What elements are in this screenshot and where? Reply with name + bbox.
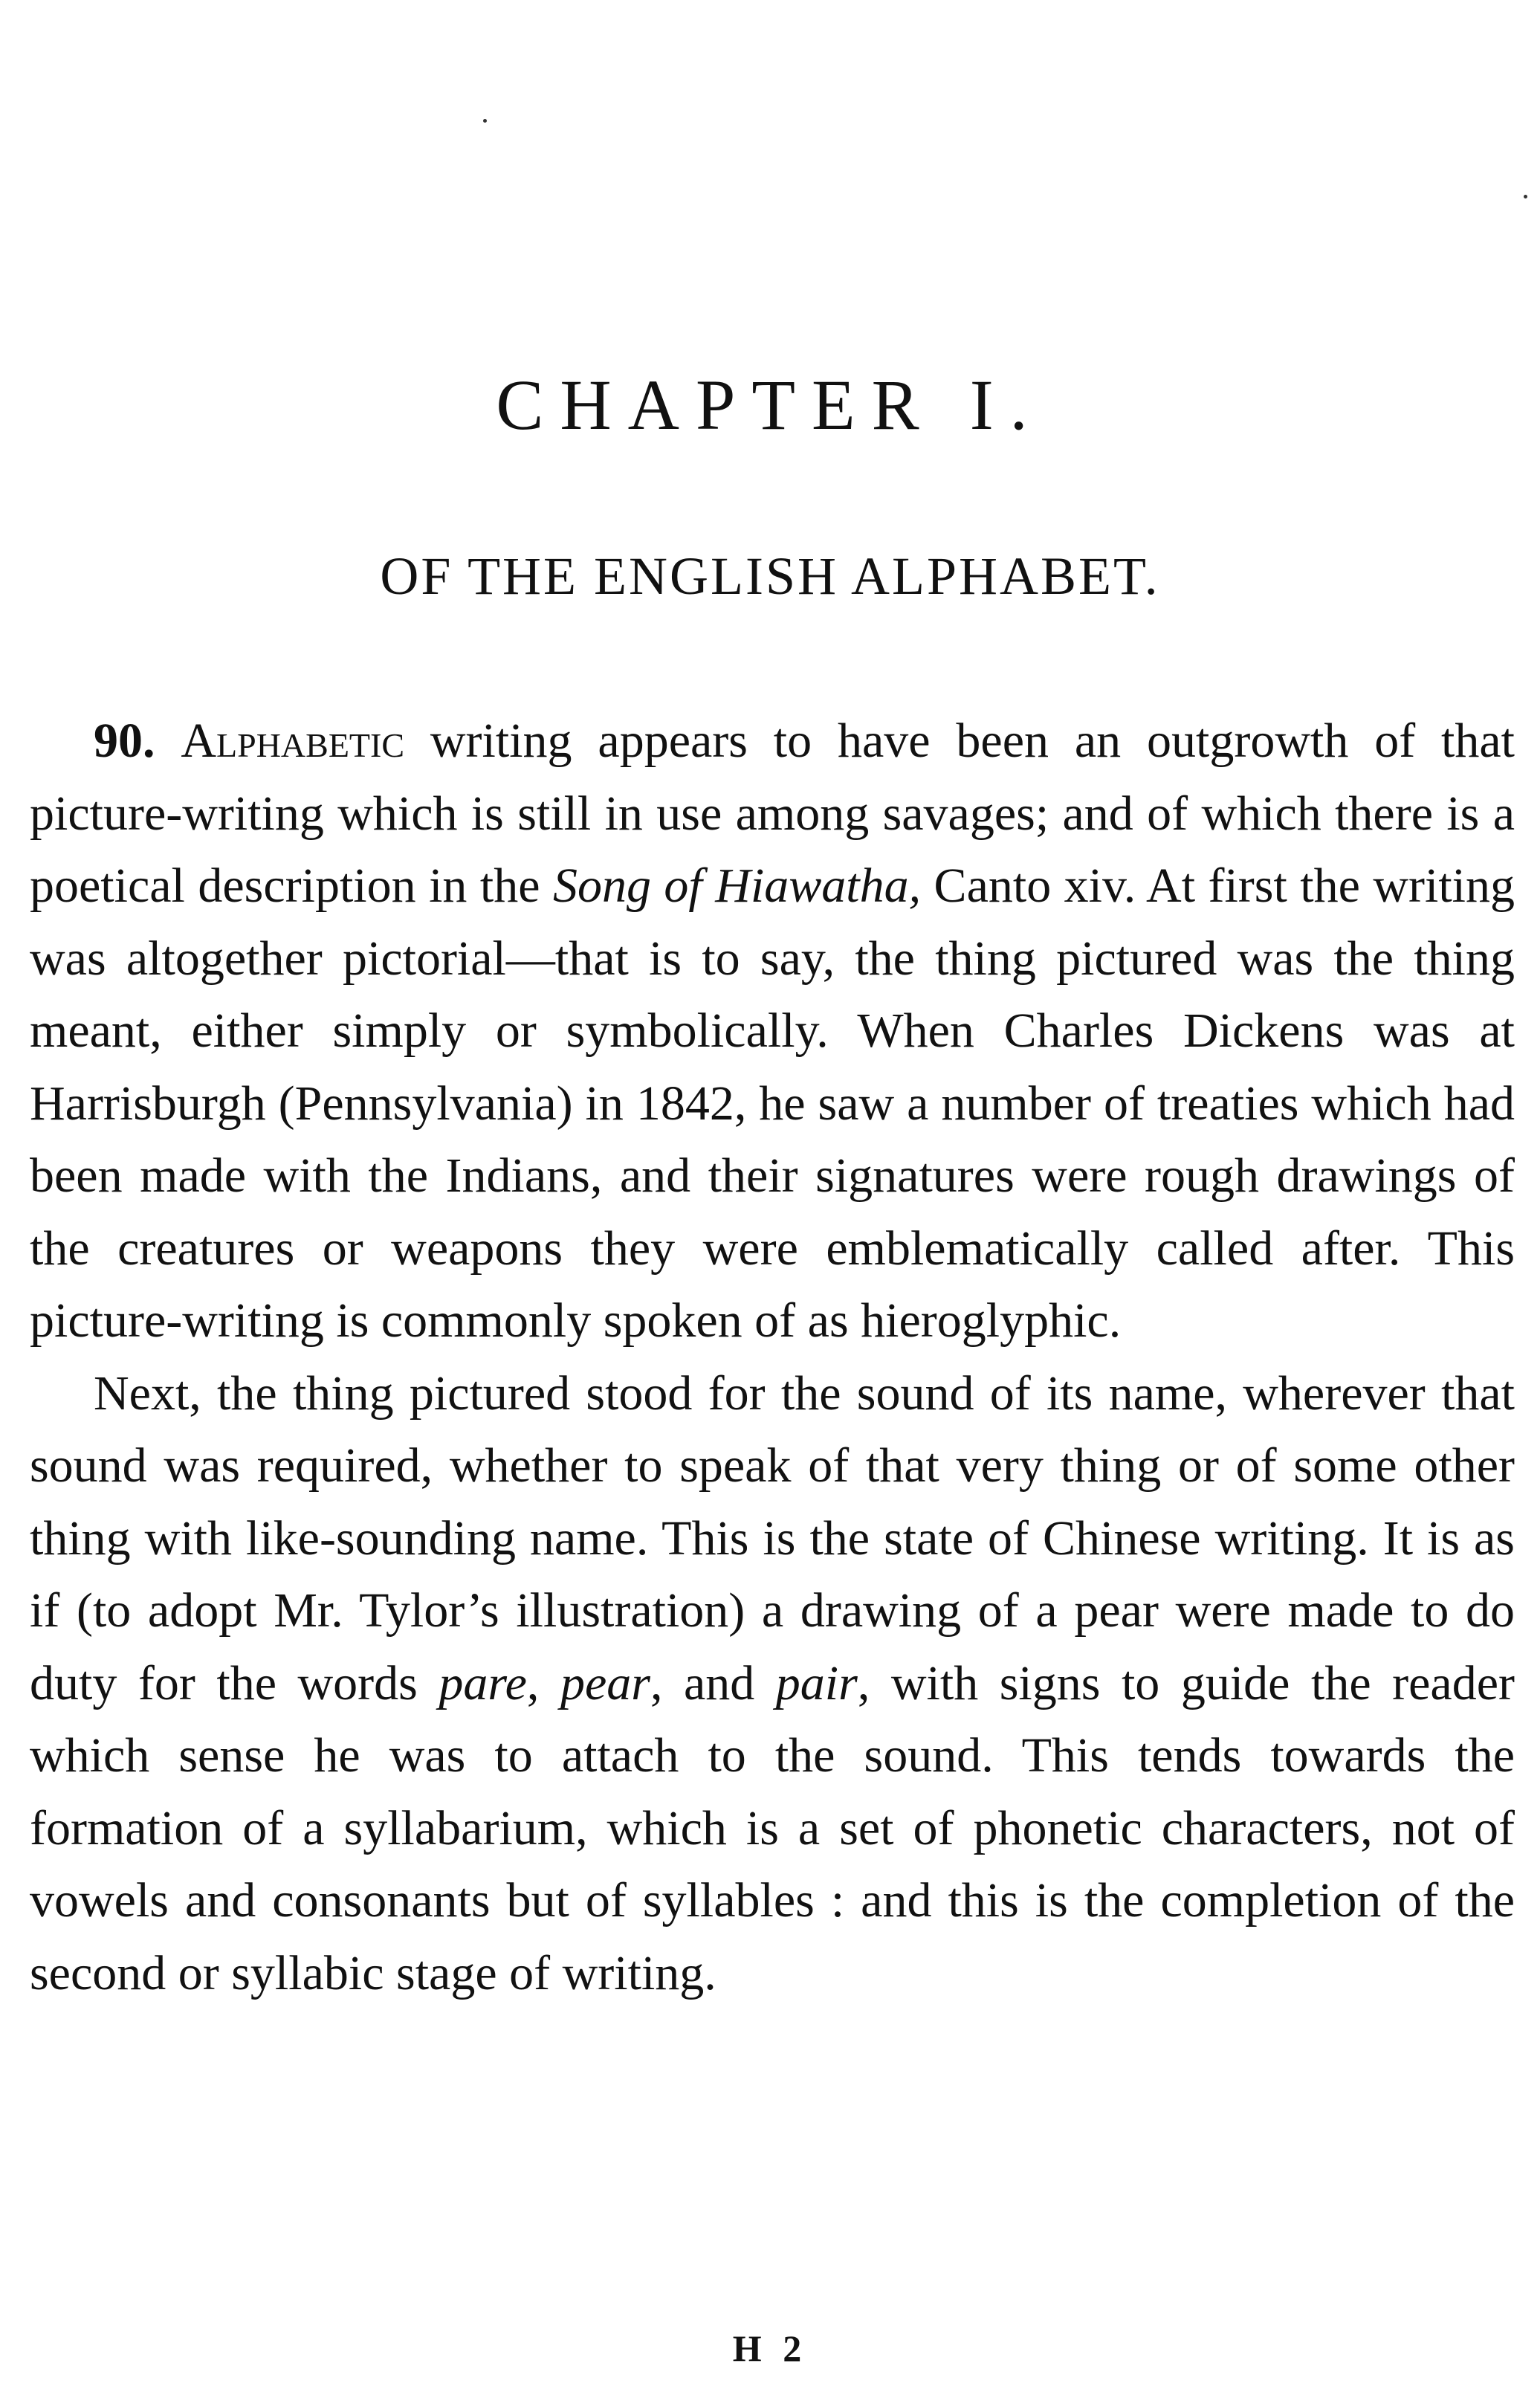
- paragraph-text: Next, the thing pictured stood for the sound of its name, wherever that sound was required, whether to speak of that very thing or of some other thing with like-sounding name. This is the state of Chinese writing. It is as if (to adopt Mr. Tylor’s illustration) a drawing of a pear were made to do duty for the words: [30, 1366, 1515, 1710]
- separator: ,: [526, 1655, 560, 1710]
- italic-word: pair: [775, 1655, 858, 1710]
- paragraph-text: , with signs to guide the reader which sense he was to attach to the sound. This tends towards the formation of a syllabarium, which is a set of phonetic characters, not of vowels and consonants but of syllables : and this is the completion of the second or syllabic stage of writing.: [30, 1655, 1515, 2000]
- section-title: OF THE ENGLISH ALPHABET.: [380, 546, 1160, 606]
- paragraph-number: 90.: [94, 714, 155, 768]
- italic-title: Song of Hiawatha,: [552, 859, 922, 913]
- separator: , and: [650, 1655, 776, 1710]
- paragraph-text: writing appears to have been an outgrowth of that picture-writing which is still in use among savages; and of which there is a poetical description in the: [30, 714, 1515, 913]
- paragraph-text: Canto xiv. At first the writing was altogether pictorial—that is to say, the thing pictured was the thing meant, either simply or symbolically. When Charles Dickens was at Harrisburgh (Pennsylvania) in 1842, he saw a number of treaties which had been made with the Indians, and their signatures were rough drawings of the creatures or weapons they were emblematically called after. This picture-writing is commonly spoken of as hieroglyphic.: [30, 859, 1515, 1348]
- lead-word: Alphabetic: [181, 714, 405, 768]
- chapter-title: CHAPTER I.: [496, 365, 1044, 445]
- print-speck: [483, 119, 487, 123]
- paragraph-next: [30, 1357, 1515, 2010]
- signature-mark: H 2: [732, 2327, 808, 2369]
- print-speck: [1524, 195, 1527, 198]
- paragraph-90: [30, 705, 1515, 1357]
- italic-word: pare: [439, 1655, 527, 1710]
- italic-word: pear: [560, 1655, 650, 1710]
- body-text: [30, 705, 1515, 2009]
